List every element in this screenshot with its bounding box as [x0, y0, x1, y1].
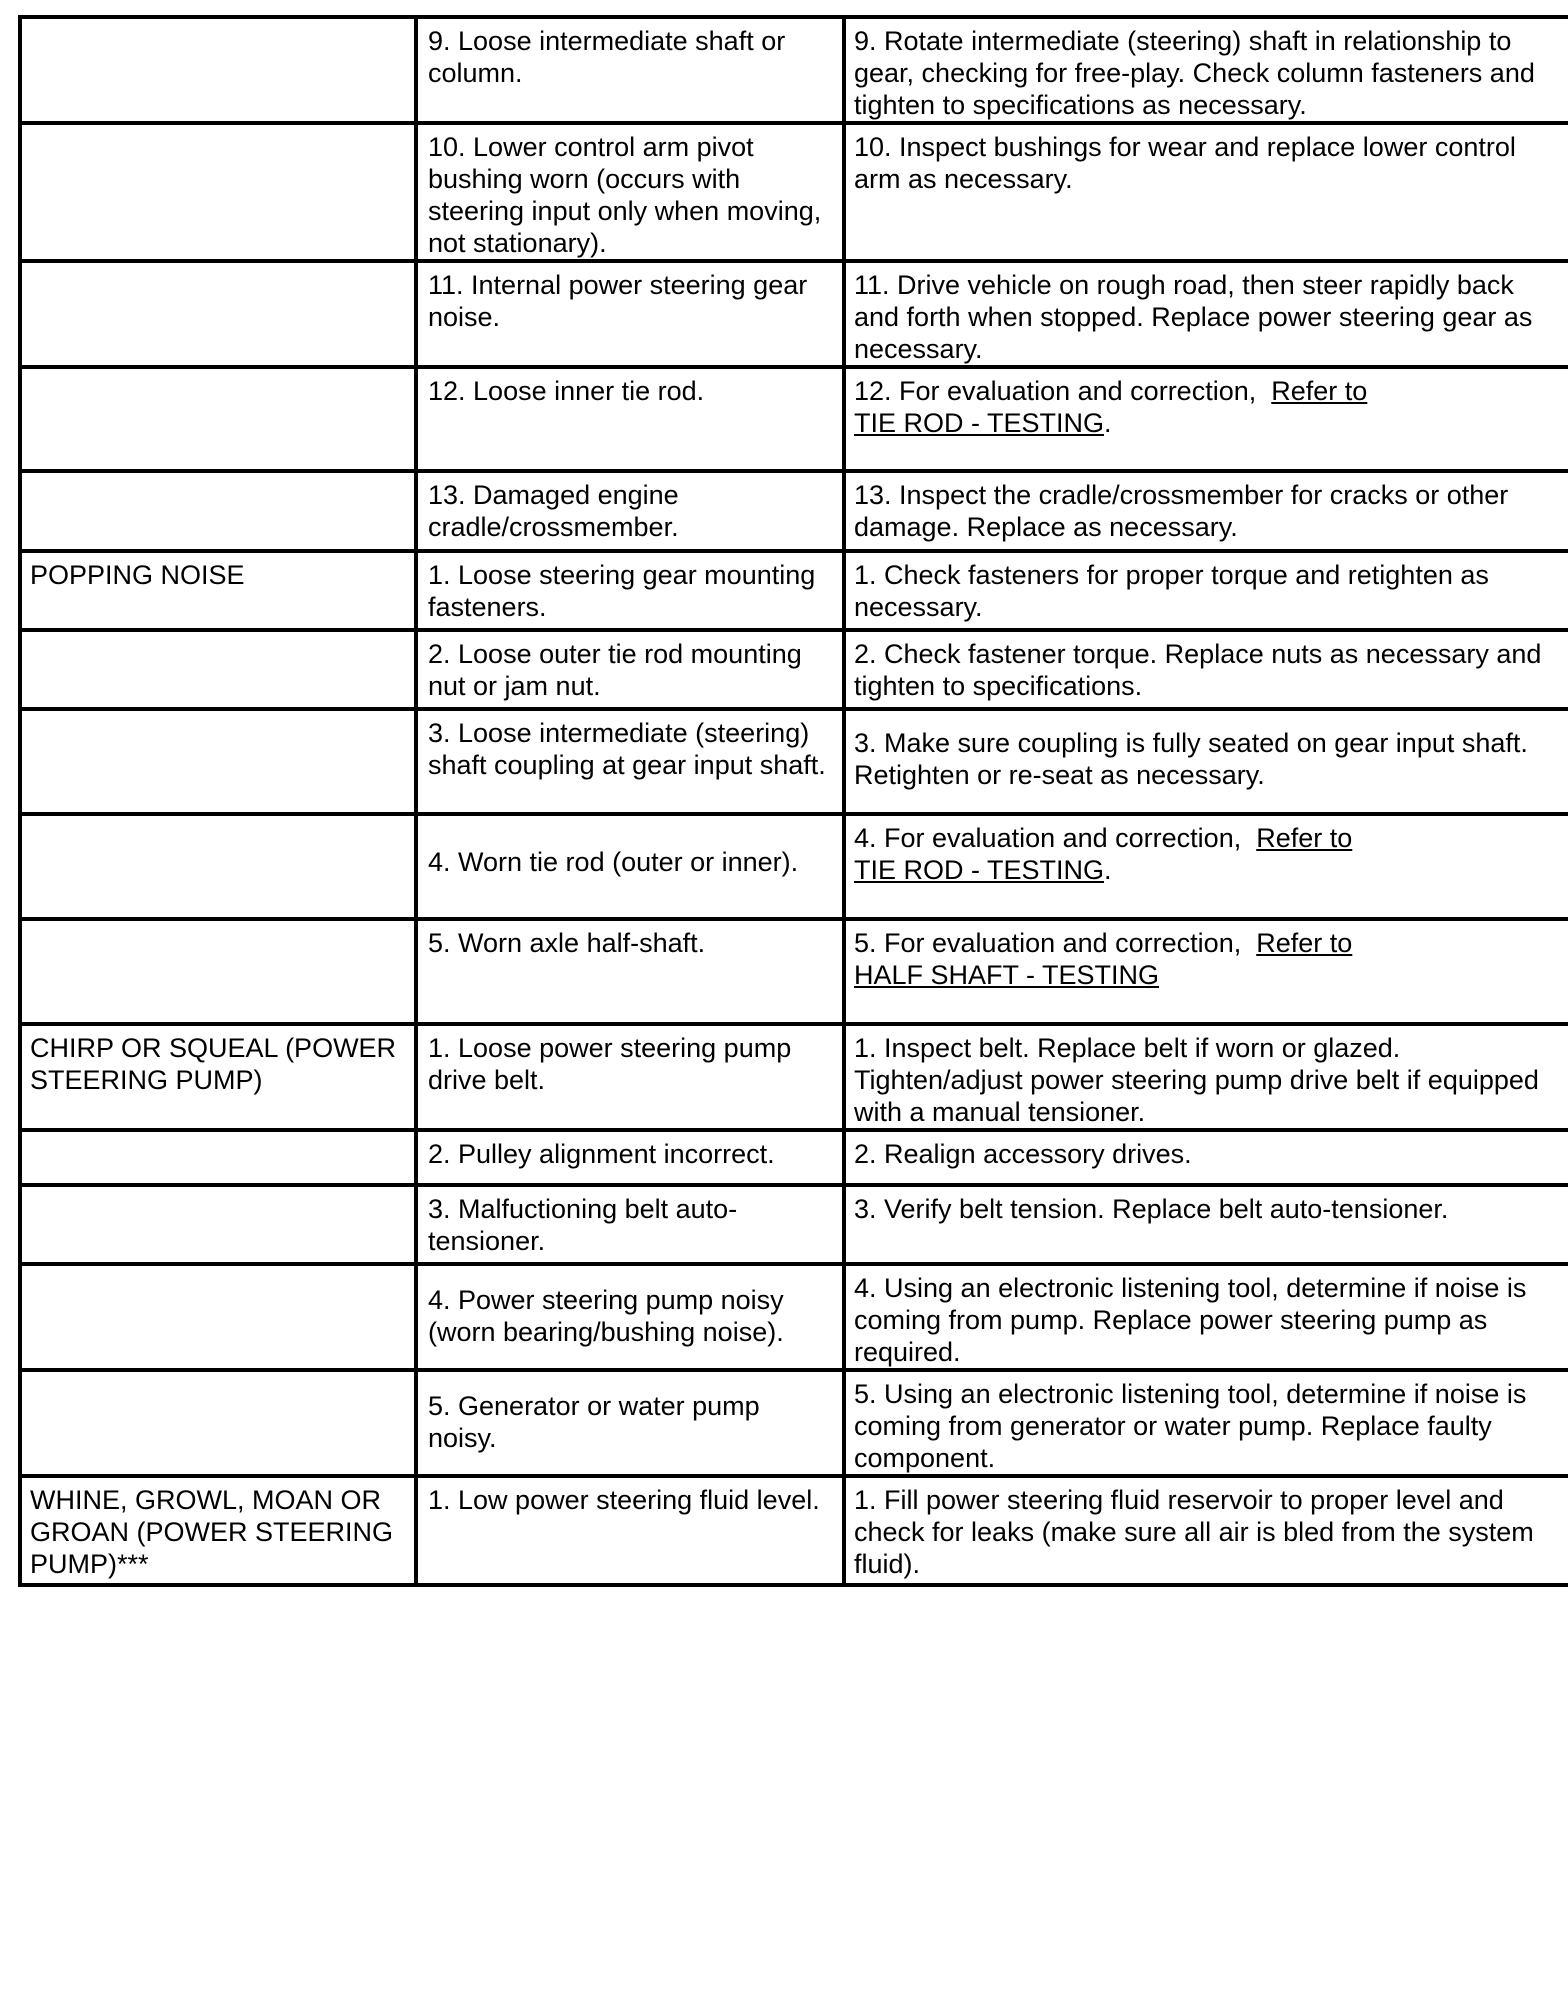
- correction-cell: [844, 814, 1568, 919]
- correction-cell: 13. Inspect the cradle/crossmember for cracks or other damage. Replace as necessary.: [844, 471, 1568, 551]
- cause-cell: 1. Loose power steering pump drive belt.: [416, 1024, 844, 1130]
- condition-cell: [20, 814, 416, 919]
- correction-cell: 11. Drive vehicle on rough road, then steer rapidly back and forth when stopped. Replace power steering gear as necessary.: [844, 261, 1568, 367]
- correction-cell: 1. Check fasteners for proper torque and retighten as necessary.: [844, 551, 1568, 630]
- table-row: [20, 123, 1568, 261]
- condition-cell: [20, 367, 416, 471]
- refer-to-link[interactable]: Refer to: [1271, 376, 1368, 406]
- condition-cell: [20, 1370, 416, 1476]
- table-row: [20, 1130, 1568, 1185]
- cause-cell: 3. Malfuctioning belt auto-tensioner.: [416, 1185, 844, 1264]
- tie-rod-testing-link[interactable]: TIE ROD - TESTING: [854, 855, 1105, 885]
- condition-cell: [20, 123, 416, 261]
- condition-cell: [20, 471, 416, 551]
- diagnosis-table: [18, 15, 1551, 1587]
- table-row: [20, 1264, 1568, 1370]
- correction-cell: 3. Make sure coupling is fully seated on gear input shaft. Retighten or re-seat as necessary.: [844, 709, 1568, 814]
- cause-cell: 1. Loose steering gear mounting fasteners.: [416, 551, 844, 630]
- table-row: [20, 367, 1568, 471]
- table-row: [20, 630, 1568, 709]
- correction-cell: 9. Rotate intermediate (steering) shaft in relationship to gear, checking for free-play. Check column fasteners and tighten to specifications as necessary.: [844, 17, 1568, 123]
- table-row: [20, 814, 1568, 919]
- table-row: [20, 919, 1568, 1024]
- cause-cell: 4. Power steering pump noisy (worn bearing/bushing noise).: [416, 1264, 844, 1370]
- correction-cell: [844, 367, 1568, 471]
- correction-suffix: .: [1104, 855, 1112, 885]
- condition-cell: [20, 919, 416, 1024]
- correction-cell: 1. Inspect belt. Replace belt if worn or glazed. Tighten/adjust power steering pump drive belt if equipped with a manual tensioner.: [844, 1024, 1568, 1130]
- half-shaft-testing-link[interactable]: HALF SHAFT - TESTING: [854, 960, 1160, 990]
- table-row: [20, 1370, 1568, 1476]
- tie-rod-testing-link[interactable]: TIE ROD - TESTING: [854, 408, 1105, 438]
- table-row: [20, 261, 1568, 367]
- condition-cell: [20, 630, 416, 709]
- correction-cell: 3. Verify belt tension. Replace belt auto-tensioner.: [844, 1185, 1568, 1264]
- cause-cell: 10. Lower control arm pivot bushing worn (occurs with steering input only when moving, not stationary).: [416, 123, 844, 261]
- table-row: [20, 1185, 1568, 1264]
- condition-cell: [20, 1185, 416, 1264]
- table-row: [20, 1476, 1568, 1585]
- correction-cell: 5. Using an electronic listening tool, determine if noise is coming from generator or water pump. Replace faulty component.: [844, 1370, 1568, 1476]
- cause-cell: 5. Generator or water pump noisy.: [416, 1370, 844, 1476]
- condition-cell: [20, 1130, 416, 1185]
- cause-cell: 1. Low power steering fluid level.: [416, 1476, 844, 1585]
- cause-cell: 4. Worn tie rod (outer or inner).: [416, 814, 844, 919]
- correction-text: 5. For evaluation and correction,: [854, 928, 1242, 958]
- cause-cell: 11. Internal power steering gear noise.: [416, 261, 844, 367]
- condition-cell: [20, 1264, 416, 1370]
- correction-cell: [844, 919, 1568, 1024]
- table-row: [20, 471, 1568, 551]
- correction-cell: 2. Check fastener torque. Replace nuts as necessary and tighten to specifications.: [844, 630, 1568, 709]
- table-row: [20, 17, 1568, 123]
- cause-cell: 12. Loose inner tie rod.: [416, 367, 844, 471]
- table-row: [20, 709, 1568, 814]
- cause-cell: 3. Loose intermediate (steering) shaft coupling at gear input shaft.: [416, 709, 844, 814]
- condition-cell: CHIRP OR SQUEAL (POWER STEERING PUMP): [20, 1024, 416, 1130]
- condition-cell: POPPING NOISE: [20, 551, 416, 630]
- cause-cell: 5. Worn axle half-shaft.: [416, 919, 844, 1024]
- condition-cell: [20, 709, 416, 814]
- table-row: [20, 1024, 1568, 1130]
- refer-to-link[interactable]: Refer to: [1256, 823, 1353, 853]
- cause-cell: 2. Pulley alignment incorrect.: [416, 1130, 844, 1185]
- correction-text: 12. For evaluation and correction,: [854, 376, 1257, 406]
- correction-text: 4. For evaluation and correction,: [854, 823, 1242, 853]
- cause-cell: 2. Loose outer tie rod mounting nut or jam nut.: [416, 630, 844, 709]
- cause-cell: 9. Loose intermediate shaft or column.: [416, 17, 844, 123]
- condition-cell: WHINE, GROWL, MOAN OR GROAN (POWER STEERING PUMP)***: [20, 1476, 416, 1585]
- correction-cell: 1. Fill power steering fluid reservoir to proper level and check for leaks (make sure all air is bled from the system fluid).: [844, 1476, 1568, 1585]
- condition-cell: [20, 261, 416, 367]
- table-row: [20, 551, 1568, 630]
- condition-cell: [20, 17, 416, 123]
- correction-cell: 10. Inspect bushings for wear and replace lower control arm as necessary.: [844, 123, 1568, 261]
- refer-to-link[interactable]: Refer to: [1256, 928, 1353, 958]
- correction-suffix: .: [1104, 408, 1112, 438]
- cause-cell: 13. Damaged engine cradle/crossmember.: [416, 471, 844, 551]
- correction-cell: 4. Using an electronic listening tool, determine if noise is coming from pump. Replace power steering pump as required.: [844, 1264, 1568, 1370]
- correction-cell: 2. Realign accessory drives.: [844, 1130, 1568, 1185]
